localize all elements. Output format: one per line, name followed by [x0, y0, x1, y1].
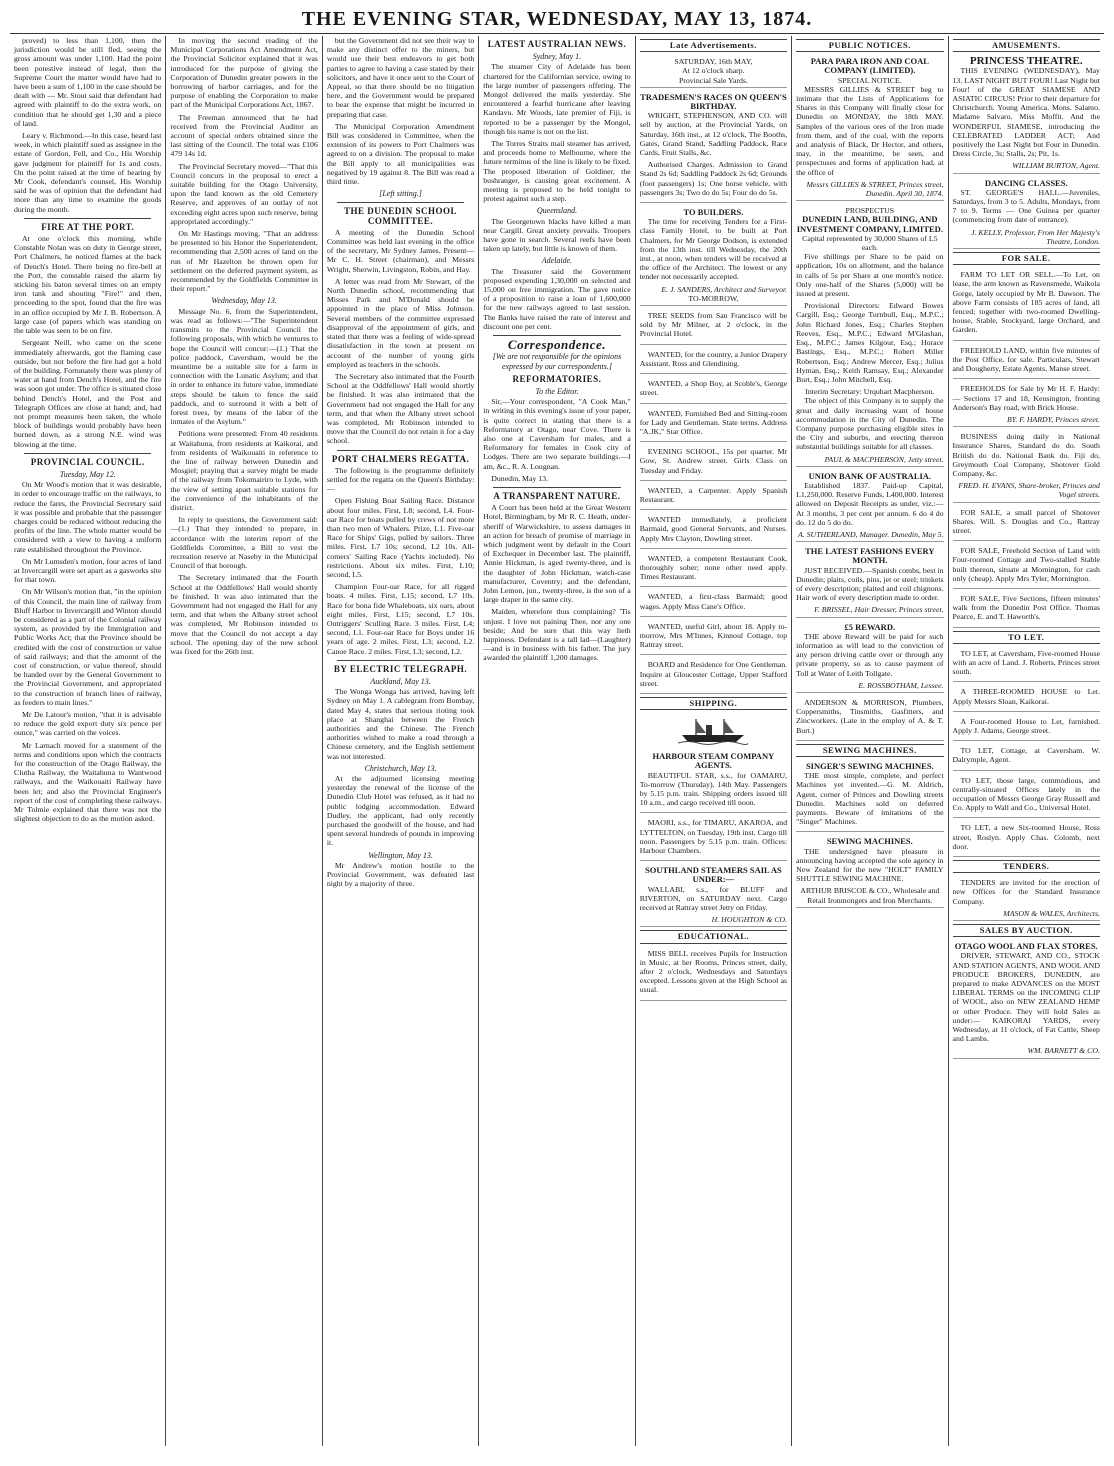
section-heading: TENDERS. — [953, 860, 1100, 873]
article-paragraph: Mr De Latour's motion, "that it is advisable to reduce the gold export duty six pence per ounce," was carried on the voices. — [14, 710, 162, 738]
ad-title: SINGER'S SEWING MACHINES. — [805, 761, 934, 772]
advertisement — [953, 177, 1100, 249]
ad-title: £5 REWARD. — [844, 621, 896, 632]
ad-body: WANTED immediately, a proficient Barmaid, good General Servants, and Nurses. Apply Mrs Clayton, Dowling street. — [639, 515, 788, 543]
divider — [24, 453, 151, 454]
article-paragraph: Champion Four-oar Race, for all rigged boats. 4 miles. First, L15; second, L7 10s. Race for bona fide Whaleboats, six oars, about eight miles. First, L15; second, L7 10s. Outriggers' Sculling Race. 3 miles. First, L4; second, L1. Four-oar Race for Boys under 16 years of age. 2 miles. First, L3; second, L2. Canoe Race. 2 miles. First, L3; second, L2. — [326, 582, 475, 656]
ad-body: WANTED, a Shop Boy, at Scoble's, George street. — [639, 379, 788, 398]
column-2 — [165, 36, 321, 1446]
article-paragraph: The Torres Straits mail steamer has arrived, and proceeds home to Melbourne, where the future terminus of the line is likely to be fixed. The proposed liberation of Goldiner, the bushranger, is causing great excitement. A meeting is proposed to be held tonight to protest against such a step. — [483, 139, 631, 204]
masthead: THE EVENING STAR, WEDNESDAY, MAY 13, 1874. — [10, 8, 1104, 34]
article-paragraph: In reply to questions, the Government said:—(1.) That they intended to prepare, in accordance with the interim report of the Goldfields Committee, a Bill to vest the recreation reserve at Naseby in the Municipal Council of that borough. — [170, 515, 318, 571]
article-paragraph: On Mr Hastings moving, "That an address be presented to his Honor the Superintendent, recommending that 2,500 acres of land on the run of Mr Hazelton be thrown open for settlement on the deferred payment system, as recommended by the Goldfields Committee in their report." — [170, 229, 318, 294]
advertisement — [796, 835, 943, 907]
ad-body: MAORI, s.s., for TIMARU, AKAROA, and LYTTELTON, on Tuesday, 19th inst. Cargo till noon. Passengers by 5.15 p.m. train. Offices: Harbour Chambers. — [639, 818, 788, 855]
section-heading: PUBLIC NOTICES. — [796, 39, 943, 52]
ad-title: SEWING MACHINES. — [826, 836, 913, 847]
advertisement — [640, 445, 787, 481]
advertisement — [796, 545, 943, 617]
article-date: Wednesday, May 13. — [211, 296, 277, 306]
advertisement — [640, 484, 787, 510]
ad-title: THE LATEST FASHIONS EVERY MONTH. — [805, 546, 935, 566]
article-heading: FIRE AT THE PORT. — [41, 221, 135, 232]
ad-body: THE undersigned have pleasure in announcing having accepted the sole agency in New Zealand for the new "HOLT" FAMILY SHUTTLE SEWING MACHINE. — [796, 846, 944, 884]
ad-body: FOR SALE, Five Sections, fifteen minutes' walk from the Dunedin Post Office. Thomas Pearce, E. and T. Haworth's. — [952, 593, 1100, 622]
section-heading: SHIPPING. — [640, 697, 787, 710]
article-paragraph: Mr Andrew's motion hostile to the Provincial Government, was defeated last night by a majority of three. — [326, 860, 475, 889]
newspaper-page — [10, 8, 1104, 1448]
advertisement — [953, 744, 1100, 770]
dateline: Sydney, May 1. — [532, 52, 582, 62]
section-heading: SALES BY AUCTION. — [953, 924, 1100, 937]
ad-body: Established 1837. Paid-up Capital, L1,250,000. Reserve Funds, L400,000. Interest allowed on Deposit Receipts as under, viz.:— At 3 months, 3 per cent per annum. 6 do 4 do do. 12 do 5 do do. — [796, 480, 944, 527]
article-heading: LATEST AUSTRALIAN NEWS. — [487, 39, 627, 49]
ad-body: WANTED, for the country, a Junior Drapery Assistant. Ross and Glendining. — [639, 349, 788, 368]
court-report: proved) to less than 1,100, then the jurisdiction would be still fled, seeing the gross amount was under 1,100. Had the point been potestive instead of legal, then the Supreme Court the matter would have had to have been a sum of 1,100 in the case should be dealt with — Mr. Stout said that defendant had agreed with plaintiff to do the extra work, on condition that he should get 1,30 and a piece of land. — [14, 36, 162, 128]
section-heading: FOR SALE. — [953, 252, 1100, 265]
ad-title: DANCING CLASSES. — [984, 177, 1068, 188]
advertisement — [796, 204, 943, 466]
article-paragraph: In moving the second reading of the Municipal Corporations Act Amendment Act, the Provincial Solicitor explained that it was introduced for the purpose of giving the Corporation of Dunedin greater powers in the borrowing of harbor carriages, and for the purpose of enabling the Corporation to make part of the Municipal Corporations Act, 1867. — [170, 36, 318, 110]
ad-signature: ARTHUR BRISCOE & CO., Wholesale and Retail Ironmongers and Iron Merchants. — [800, 886, 940, 905]
divider — [337, 660, 464, 661]
advertisement — [640, 206, 787, 306]
article-paragraph: On Mr Wilson's motion that, "in the opinion of this Council, the main line of railway from Bluff Harbor to Invercargill and Winton should be considered as a part of the Colonial railway system, as provided by the Immigration and Public Works Act; that the Province should be credited with the cost of construction or value of said railways; and that the amount of the cost of construction, or value thereof, should be handed over by the General Government to the Provincial Government, and appropriated to the construction of branch lines of railway, as feeders to main lines." — [14, 587, 162, 707]
ad-body: ST. GEORGE'S HALL.—Juveniles, Saturdays, from 3 to 5. Adults, Mondays, from 7 to 9. Terms — One Guinea per quarter (commencing from date of entrance). — [952, 187, 1100, 225]
dateline: Queensland. — [536, 206, 578, 216]
ad-title: PARA PARA IRON AND COAL COMPANY (LIMITED). — [810, 56, 929, 76]
ad-body: MESSRS GILLIES & STREET beg to intimate that the Lists of Applications for Shares in this Company will finally close for Dunedin on MONDAY, the 18th MAY. Samples of the various ores of the Iron made from them, and of the coal, with the reports and analysis of Black, Dr Hector, and others, may, in the meantime, be seen, and prospectuses and forms of application had, at the office of — [796, 84, 944, 177]
ad-body: FOR SALE, a small parcel of Shotover Shares. Will. S. Douglas and Co., Rattray street. — [952, 507, 1100, 535]
advertisement — [640, 91, 787, 203]
ad-body: WALLABI, s.s., for BLUFF and RIVERTON, on SATURDAY next. Cargo received at Rattray street Jetty on Friday. — [639, 884, 788, 913]
advertisement — [640, 816, 787, 861]
ad-body: EVENING SCHOOL, 15s per quarter. Mr Gow, St. Andrew street. Girls Class on Tuesday and Friday. — [639, 447, 788, 475]
ad-capital: Capital represented by 30,000 Shares of L5 each. — [802, 233, 938, 253]
article-paragraph: The Secretary intimated that the Fourth School at the Oddfellows' Hall would shortly be finished. It was also intimated that the Government had not engaged the Hall for any term, and that when the Albany street school was completed, Mr Robinson intended to move that the Council do not accept a day school. The opening day of the new school was fixed for the 26th inst. — [170, 573, 318, 656]
article-paragraph: The Secretary also intimated that the Fourth School at the Oddfellows' Hall would shortly be finished. It was also intimated that the Government had not engaged the Hall for any term, and that when the Albany street school was completed, Mr Robinson intended to move that the Council do not retain it for a day school. — [326, 371, 475, 446]
advertisement — [953, 592, 1100, 628]
advertisement — [953, 268, 1100, 340]
advertisement — [640, 590, 787, 616]
article-paragraph: but the Government did not see their way to make any distinct offer to the miners, but would use their best endeavors to get both parties to agree to having a case stated by their solicitors, and have it once sent to the Court of Appeal, so that there should be no litigation here, and the Government would be prepared to bear the expense that might be incurred in preparing that case. — [326, 36, 475, 119]
advertisement — [953, 430, 1100, 502]
ad-body: FOR SALE, Freehold Section of Land with Four-roomed Cottage and Two-stalled Stable built thereon, situate at Mornington, for cash only (cheap). Apply Mrs Tyler, Mornington. — [952, 546, 1100, 583]
ad-body: FREEHOLDS for Sale by Mr H. F. Hardy:— Sections 17 and 18, Kensington, fronting Anderson's Bay road, with Brick House. — [952, 384, 1100, 412]
ad-body: THIS EVENING (WEDNESDAY), May 13. LAST NIGHT BUT FOUR! Last Night but Four! of the GREAT SIAMESE AND ASIATIC CIRCUS! Prior to their departure for Christchurch. Young America. Mons. Salamo. Madame Salvaro. Miss Moffit. And the WONDERFUL SIAMESE, introducing the CELEBRATED LADDER ACT; And positively the Last Night but Four in Dunedin. Dress Circle, 3s; Stalls, 2s; Pit, 1s. — [952, 66, 1100, 159]
dateline: Christchurch, May 13. — [364, 763, 437, 773]
ad-title: OTAGO WOOL AND FLAX STORES. — [954, 941, 1098, 952]
ad-signature: MASON & WALES, Architects. — [1003, 908, 1100, 918]
advertisement — [953, 876, 1100, 921]
ad-body: FREEHOLD LAND, within five minutes of the Post Office, for sale. Particulars, Stewart and Dougherty, Estate Agents, Manse street. — [952, 345, 1100, 374]
ad-body: ANDERSON & MORRISON, Plumbers, Coppersmiths, Tinsmiths, Gasfitters, and Zincworkers. (Late in the employ of A. & T. Burt.) — [796, 698, 944, 735]
advertisement — [953, 715, 1100, 741]
advertisement — [640, 658, 787, 694]
ad-body: MISS BELL receives Pupils for Instruction in Music, at her Rooms, Princes street, daily, after 2 o'clock, Wednesdays and Saturdays excepted. Lessons given at the High School as usual. — [639, 948, 788, 995]
ad-title: HARBOUR STEAM COMPANY AGENTS. — [652, 751, 775, 771]
ad-signature: WILLIAM BURTON, Agent. — [1012, 161, 1100, 171]
advertisement — [640, 864, 787, 927]
article-paragraph: The Wonga Wonga has arrived, having left Sydney on May 1. A cablegram from Bombay, dated May 4, states that serious rioting took place at Shanghai between the French authorities and the Chinese. The French authorities wished to make a road through a Chinese cemetery, and the English settlement was not interested. — [326, 687, 475, 761]
divider — [337, 450, 464, 451]
ad-body: JUST RECEIVED.—Spanish combs, best in Dunedin; plaits, coils, pins, jet or steel; trinkets of every description; plaited and coil chignons. Hair work of every description made to order. — [796, 565, 944, 603]
ad-body: WRIGHT, STEPHENSON, AND CO. will sell by auction, at the Provincial Yards, on Saturday, 16th inst., at 12 o'clock, The Booths, Gates, Grand Stand, Saddling Paddock, Race Cards, Fruit Stalls, &c. — [639, 111, 788, 158]
advertisement — [953, 544, 1100, 589]
advertisement — [953, 344, 1100, 380]
advertisement — [953, 821, 1100, 857]
section-heading: EDUCATIONAL. — [640, 930, 787, 943]
column-4 — [478, 36, 634, 1446]
ad-signature: Messrs GILLIES & STREET, Princes street, Dunedin. April 30, 1874. — [806, 179, 944, 199]
column-6 — [791, 36, 947, 1446]
ad-note: TO-MORROW, — [688, 293, 739, 303]
ad-body: FARM TO LET OR SELL.—To Let, on lease, the arm known as Ravensmede, Waikola Gorge, lately occupied by Mr B. Dawson. The above Farm consists of 185 acres of land, all fenced; together with two-roomed Dwelling-house, Stable, Stockyard, large Orchard, and Garden. — [952, 270, 1100, 335]
ad-body: WANTED, a Carpenter. Apply Spanish Restaurant. — [639, 485, 788, 504]
section-heading: Late Advertisements. — [640, 39, 787, 52]
letter-date: Dunedin, May 13. — [491, 473, 549, 483]
article-paragraph: On Mr Lumsden's motion, four acres of land at Invercargill were set apart as a gasworks site for that town. — [14, 556, 162, 585]
article-paragraph: Maiden, wherefore thus complaining? 'Tis unjust. I love not paining Thee, nor any one beside; And be sure that this way lieth happiness. Defendant is a tall lad—(Laughter)—and is in business with his father. The jury awarded the plaintiff 1,200 damages. — [483, 607, 631, 663]
ad-location: Provincial Sale Yards. — [678, 75, 748, 85]
article-paragraph: At the adjourned licensing meeting yesterday the renewal of the license of the Dunedin Club Hotel was refused, as it had no public lodging accommodation. Edward Dudley, the applicant, had only recently purchased the goodwill of the house, and had spent several hundreds of pounds in improving it. — [326, 774, 475, 848]
article-paragraph: The steamer City of Adelaide has been chartered for the Californian service, owing to the large number of passengers offering. The Mongol delivered the mails yesterday. She encountered a fearful hurricane after leaving Kandavu. Mr Woods, late premier of Fiji, is reported to be a passenger by the Mongol, though his name is not on the list. — [483, 62, 631, 136]
advertisement — [640, 309, 787, 345]
ad-subtitle: SPECIAL NOTICE. — [837, 75, 902, 85]
ad-body: WANTED, a first-class Barmaid; good wages. Apply Miss Cane's Office. — [639, 592, 788, 611]
advertisement — [640, 377, 787, 403]
ad-signature: BY. F. HARDY, Princes street. — [1006, 414, 1100, 424]
article-heading: PORT CHALMERS REGATTA. — [331, 453, 470, 464]
ad-charges: Authorised Charges. Admission to Grand Stand 2s 6d; Saddling Paddock 2s 6d; Grounds (foot passengers) 1s; One horse vehicle, with passengers 3s; Two do do 5s; Four do do 5s. — [639, 160, 788, 197]
disclaimer: [We are not responsible for the opinions expressed by our correspondents.] — [492, 352, 622, 371]
article-paragraph: A Court has been held at the Great Western Hotel, Birmingham, by Mr R. C. Heath, under-sheriff of Warwickshire, to assess damages in an action for breach of promise of marriage in which judgment went by default in the Court of Exchequer in December last. The plaintiff, Annie Hickman, is aged twenty-three, and is the daughter of John Hickman, watch-case manufacturer, Coventry; and the defendant, John Lemon, jun., twenty-three, is the son of a large draper in the same city. — [483, 503, 631, 605]
article-paragraph: The Georgetown blacks have killed a man near Cargill. Great anxiety prevails. Troopers have gone in search. Several reefs have been taken up lately, but little is known of them. — [483, 216, 631, 254]
article-paragraph: At one o'clock this morning, while Constable Nolan was on duty in George street, Port Chalmers, he noticed flames at the back of Dench's Hotel. There being no fire-bell at the Port, the constable raised the alarm by sticking his baton several times on an empty iron tank and shouting "Fire!" and then, proceeding to the spot, found that the fire was in an office occupied by Mr J. B. Robertson. A large case (of papers which was standing on the table was seen to be on fire. — [14, 234, 162, 336]
ad-body: BOARD and Residence for One Gentleman. Inquire at Gloucester Cottage, Upper Stafford street. — [639, 660, 788, 688]
ad-secretary: Interim Secretary: Urquhart Macpherson. — [805, 387, 935, 397]
ad-signature: H. HOUGHTON & CO. — [711, 915, 788, 925]
advertisement — [796, 760, 943, 832]
article-date: Tuesday, May 12. — [59, 469, 116, 479]
article-heading: REFORMATORIES. — [512, 373, 602, 384]
advertisement — [953, 940, 1100, 1058]
advertisement — [640, 552, 787, 588]
ad-signature: F. BRISSEL, Hair Dresser, Princes street. — [814, 605, 944, 615]
ad-signature: E. J. SANDERS, Architect and Surveyor. — [661, 284, 788, 294]
ad-body: DRIVER, STEWART, AND CO., STOCK AND STATION AGENTS, AND WOOL AND PRODUCE BROKERS, DUNEDIN, are prepared to make ADVANCES on the MOST LIBERAL TERMS on the INCOMING CLIP of WOOL, also on NEW ZEALAND HEMP or other Produce. They will hold Sales as under:— KAIKORAI YARDS, every Wednesday, at 11 o'clock, of Fat Cattle, Sheep and Lambs. — [952, 951, 1100, 1044]
advertisement — [640, 407, 787, 443]
article-paragraph: Sergeant Neill, who came on the scene immediately afterwards, got the flaming case outside, but not before the fire had got a hold of the building. Fortunately there was plenty of water at hand from Dench's Hotel, and the fire was soon got under. The office is situated close behind Dench's Hotel, and the Post and Telegraph Offices are close at hand; and, had not prompt measures been taken, the whole block of buildings would probably have been burned down, as a strong N.E. wind was blowing at the time. — [14, 338, 162, 449]
ad-body: TO LET, at Caversham, Five-roomed House with an acre of Land. J. Roberts, Princes street south. — [952, 648, 1100, 677]
ad-body: THE above Reward will be paid for such information as will lead to the conviction of any person driving cattle over or through any private property, so as to cause payment of Toll at Water of Leith Tollgate. — [796, 631, 944, 678]
ad-subtitle: PROSPECTUS — [845, 206, 895, 216]
advertisement — [953, 774, 1100, 819]
column-5 — [635, 36, 791, 1446]
article-heading: A TRANSPARENT NATURE. — [493, 490, 621, 501]
advertisement — [953, 382, 1100, 427]
section-heading: AMUSEMENTS. — [953, 39, 1100, 52]
ad-title: TO BUILDERS. — [683, 207, 744, 218]
advertisement — [640, 947, 787, 1001]
article-heading: THE DUNEDIN SCHOOL COMMITTEE. — [344, 206, 458, 226]
advertisement — [953, 685, 1100, 711]
divider — [493, 335, 620, 336]
ad-signature: J. KELLY, Professor, From Her Majesty's Theatre, London. — [971, 227, 1100, 246]
dateline: Adelaide. — [541, 256, 573, 266]
advertisement — [796, 696, 943, 741]
court-report: Leary v. Richmond.—In this case, heard last week, in which plaintiff sued as assignee in the estate of Gordon, Fell, and Co., His Worship gave judgment for plaintiff for 1s and costs. On the point raised at the time of hearing by Mr Cook, defendant's counsel, His Worship said he was of opinion that the defendant had more than any time to examine the goods during the month. — [14, 131, 162, 214]
advertisement — [953, 506, 1100, 542]
ad-body: TO LET, those large, commodious, and centrally-situated Offices lately in the occupation of Messrs George Gray Russell and Co. Apply to Wall and Co., Universal Hotel. — [952, 775, 1100, 813]
ad-signature: E. ROSSBOTHAM, Lessee. — [858, 680, 944, 690]
ad-body: THE most simple, complete, and perfect Machines yet invented.—G. M. Aldrich, Agent, corner of Princes and Dowling streets Dunedin. Machines sold on deferred payments. Beware of imitations of the "Singer" Machines. — [796, 771, 944, 827]
ad-body: WANTED, useful Girl, about 18. Apply to-morrow, Mrs M'Innes, Kinnoul Cottage, top Rattray street. — [639, 621, 788, 650]
article-paragraph: The Treasurer said the Government proposed expending 1,30,000 on selected and 15,000 on free immigration. The gave notice of a proposition to raise a loan of 1,600,000 for the new railways agreed to last session. The Banks have raised the rate of interest and discount one per cent. — [483, 266, 631, 331]
dateline: Wellington, May 13. — [368, 850, 433, 860]
letter-body: Sir,—Your correspondent, "A Cook Man," in writing in this evening's issue of your paper, is quite correct in stating that there is a Reformatory at Otago, near Cove. There is also one at Caversham for males, and a Reformatory for females in Cook city of Lodges. There are two separate buildings.—I am, &c., R. A. Lougnan. — [483, 397, 631, 471]
column-3 — [322, 36, 478, 1446]
divider — [493, 487, 620, 488]
ad-body: BEAUTIFUL STAR, s.s., for OAMARU, To-morrow (Thursday), 14th May. Passengers by 5.15 p.m. train. Shipping orders issued till 10 a.m., and cargo received till noon. — [639, 770, 788, 808]
section-heading: Correspondence. — [507, 337, 607, 353]
salutation: To the Editor. — [535, 386, 579, 396]
ship-icon — [640, 713, 787, 747]
ad-signature: FRED. H. EVANS, Share-broker, Princes and Vogel streets. — [958, 481, 1100, 500]
ad-body: WANTED, a competent Restaurant Cook, thoroughly sober; none other need apply. Times Restaurant. — [639, 553, 788, 582]
article-paragraph: The Provincial Secretary moved—"That this Council concurs in the proposal to erect a suitable building for the Otago University, upon the land known as the old Cemetery Reserve, and approves of an outlay of not exceeding eight acres upon such reserve, being appropriated accordingly." — [170, 161, 318, 226]
ad-title: DUNEDIN LAND, BUILDING, AND INVESTMENT COMPANY, LIMITED. — [796, 214, 943, 234]
article-paragraph: A letter was read from Mr Stewart, of the North Dunedin school, recommending that Misses Park and M'Donald should be appointed in the place of Miss Johnson. Several members of the committee expressed disapproval of the appointment of girls, and stated that there was a feeling of wide-spread dissatisfaction in the town at present on account of the number of young girls employed as teachers in the schools. — [326, 276, 475, 369]
article-paragraph: Petitions were presented: From 40 residents at Waitahuna, from residents at Kaikorai, and from residents of Waikouaiti in reference to the line of railway between Dunedin and Mosgiel; praying that a survey might be made of the railway from Tokomairiro to Lyde, with the view of setting apart suitable stations for the convenience of the inhabitants of the district. — [170, 429, 318, 512]
divider — [337, 202, 464, 203]
divider — [24, 218, 151, 219]
article-paragraph: Open Fishing Boat Sailing Race. Distance about four miles. First, L8; second, L4. Four-oar Race for boats pulled by crews of not more than two men of Whalers. Prize, L1. Five-oar Race for Ships' Gigs, pulled by sailors. Three miles. First, L7 10s; second, L2 10s. All-comers' Sailing Race (Yachts included). No restrictions. About six miles. First, L10; second, L5. — [326, 496, 475, 579]
ad-body: TENDERS are invited for the erection of new Offices for the Standard Insurance Company. — [952, 878, 1100, 906]
article-paragraph: Mr Larnach moved for a statement of the terms and conditions upon which the contracts for the construction of the Otago Railway, the Clutha Railway, the Waitahuna to Wantwood railways, and the Waikouaiti Railway have been let; and also the Provincial Engineer's report of the cost of completing these railways. Mr Tolmie explained that there was not the slightest objection to do as the motion asked. — [14, 740, 162, 824]
ad-body: A THREE-ROOMED HOUSE to Let. Apply Messrs Sloan, Kaikorai. — [952, 687, 1100, 706]
section-heading: TO LET. — [953, 631, 1100, 644]
ad-time: At 12 o'clock sharp. — [682, 66, 745, 76]
columns — [10, 36, 1104, 1446]
column-1 — [10, 36, 165, 1446]
article-heading: PROVINCIAL COUNCIL. — [30, 456, 145, 467]
ad-date: SATURDAY, 16th MAY, — [674, 57, 753, 67]
ad-title: UNION BANK OF AUSTRALIA. — [808, 470, 932, 481]
ad-body: TREE SEEDS from San Francisco will be sold by Mr Milner, at 2 o'clock, in the Provincial Hotel. — [639, 311, 788, 339]
advertisement — [640, 513, 787, 549]
ad-body: TO LET, Cottage, at Caversham. W. Dalrymple, Agent. — [952, 746, 1100, 765]
ad-title: PRINCESS THEATRE. — [969, 55, 1083, 68]
advertisement — [796, 55, 943, 201]
advertisement — [640, 750, 787, 813]
advertisement — [796, 470, 943, 542]
article-paragraph: The Freeman announced that he had received from the Provincial Auditor an account of special orders obtained since the last sitting of the Council. The total was £106 479 14s 1d. — [170, 112, 318, 159]
ad-body: The time for receiving Tenders for a First-class Family Hotel, to be built at Port Chalmers, for Mr George Dodson, is extended from the 13th inst. till Wednesday, the 20th inst., at noon, when tenders will be received at the office of the Architect. The lowest or any tender not necessarily accepted. — [639, 217, 788, 282]
ad-title: SOUTHLAND STEAMERS SAIL AS UNDER:— — [645, 865, 782, 885]
article-paragraph: The Municipal Corporation Amendment Bill was considered in Committee, when the extension of its powers to Port Chalmers was agreed to on a division. The proposal to make the Bill apply to all municipalities was negatived by 19 against 8. The Bill was read a third time. — [326, 121, 475, 187]
ad-body: The object of this Company is to supply the great and daily increasing want of house accommodation in the City of Dunedin. The Company purpose purchasing eligible sites in the City and suburbs, and erecting thereon substantial buildings suitable for all classes. — [796, 396, 944, 452]
ad-body: Five shillings per Share to be paid on application, 10s on allotment, and the balance in calls of 5s per Share at one month's notice. Only one-half of the Shares (5,000) will be issued at present. — [796, 252, 944, 299]
column-7 — [948, 36, 1104, 1446]
ad-title: TRADESMEN'S RACES ON QUEEN'S BIRTHDAY. — [640, 91, 787, 112]
advertisement — [953, 647, 1100, 683]
ad-signature: WM. BARNETT & CO. — [1027, 1046, 1100, 1056]
advertisement — [640, 620, 787, 656]
article-paragraph: On Mr Wood's motion that it was desirable, in order to encourage traffic on the railways, to reduce the fares, the Provincial Secretary said it was possible and probable that the passenger charges could be reduced without reducing the profits of the line. The whole matter would be considered with a view to having a uniform rate established throughout the Province. — [14, 480, 162, 554]
article-paragraph: A meeting of the Dunedin School Committee was held last evening in the office of the secretary, Mr Sydney James. Present—Mr C. H. Street (chairman), and Messrs Wright, Sherwin, Livingston, Robin, and Hay. — [326, 227, 475, 274]
ad-body: WANTED, Furnished Bed and Sitting-room for Lady and Gentleman. State terms. Address "A.JK," Star Office. — [639, 408, 788, 436]
ad-body: A Four-roomed House to Let, furnished. Apply J. Adams, George street. — [952, 716, 1100, 735]
ad-signature: PAUL & MACPHERSON, Jetty street. — [824, 454, 944, 464]
ad-directors: Provisional Directors: Edward Bowes Cargill, Esq.; George Turnbull, Esq., M.P.C.; John Richard Jones, Esq.; Charles Stephen Reeves, Esq., M.P.C.; Edward M'Glashan, Esq., M.P.C.; James Kilgour, Esq.; Horace Bastings, Esq., M.P.C.; Robert Miller Robertson, Esq.; Andrew Mercer, Esq.; Julius Hyman, Esq.; Keith Ramsay, Esq.; Alexander Burt, Esq.; John Mitchell, Esq. — [796, 301, 944, 384]
advertisement — [796, 621, 943, 693]
article-paragraph: The following is the programme definitely settled for the regatta on the Queen's Birthday:— — [326, 465, 475, 494]
article-heading: BY ELECTRIC TELEGRAPH. — [333, 663, 468, 674]
left-sitting-note: [Left sitting.] — [379, 189, 422, 199]
advertisement — [953, 55, 1100, 173]
section-heading: SEWING MACHINES. — [796, 744, 943, 757]
article-paragraph: Message No. 6, from the Superintendent, was read as follows:—"The Superintendent transmits to the Provincial Council the following proposals, with which he ventures to hope the Council will concur:—(1.) That the police paddock, Caversham, would be the meantime be a suitable site for a farm in connection with the Lunatic Asylum; and that in order to enhance its future value, immediate steps should be taken to fence the said paddock, and to surround it with a belt of forest trees, by means of the labor of the inmates of the Asylum." — [170, 306, 318, 427]
ad-body: BUSINESS doing daily in National Insurance Shares, Standard do do. South British do do. National Bank do. Fiji do, Greymouth Coal Company, Shotover Gold Company, &c. — [952, 432, 1100, 478]
dateline: Auckland, May 13. — [370, 677, 431, 686]
advertisement — [640, 348, 787, 374]
advertisement — [640, 55, 787, 88]
ad-body: TO LET, a new Six-roomed House, Ross street, Roslyn. Apply Chas. Colomb, next door. — [952, 823, 1100, 851]
ad-signature: A. SUTHERLAND, Manager. Dunedin, May 5. — [798, 529, 944, 539]
